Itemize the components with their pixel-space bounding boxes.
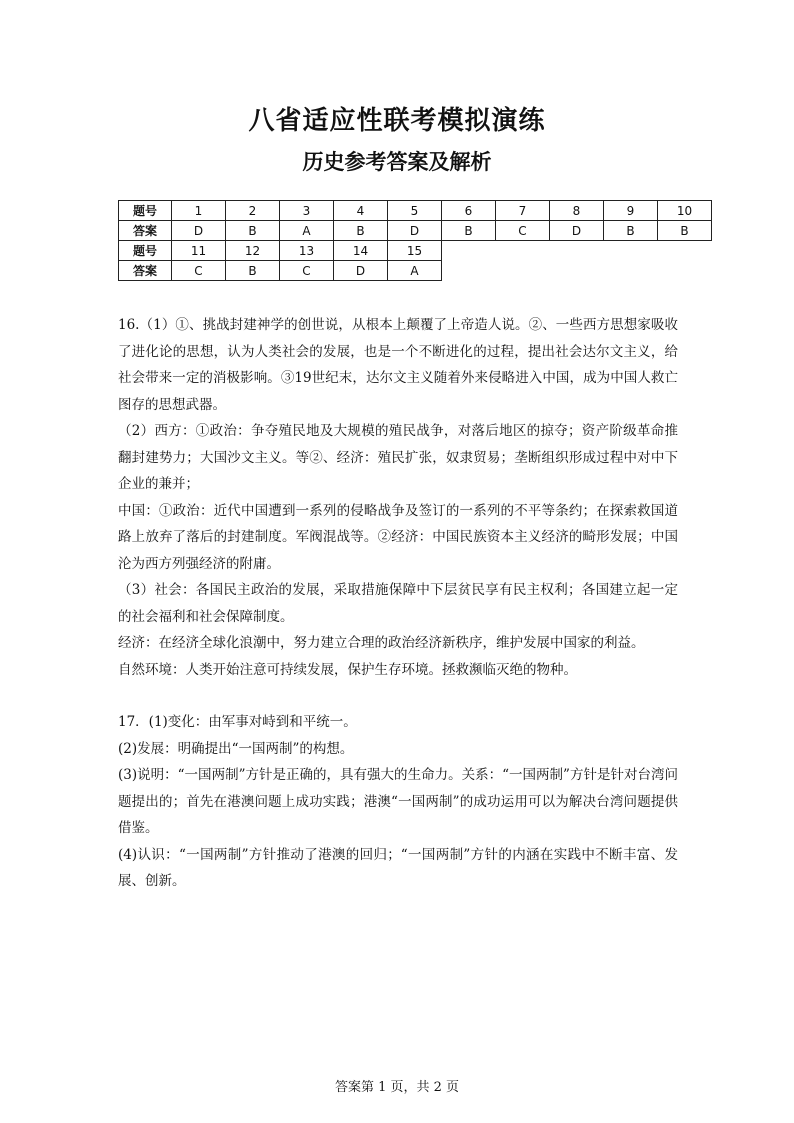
table-cell: 2 <box>226 201 280 221</box>
question-17-answer <box>118 709 678 895</box>
paragraph: (4)认识：“一国两制”方针推动了港澳的回归；“一国两制”方针的内涵在实践中不断丰富、发展、创新。 <box>118 846 678 889</box>
table-cell: D <box>388 221 442 241</box>
paragraph: （3）社会：各国民主政治的发展，采取措施保障中下层贫民享有民主权利；各国建立起一定的社会福利和社会保障制度。 <box>118 582 678 625</box>
row-label: 题号 <box>119 201 172 221</box>
table-cell: 9 <box>604 201 658 221</box>
table-cell: C <box>280 261 334 281</box>
table-cell: 8 <box>550 201 604 221</box>
page-subtitle: 历史参考答案及解析 <box>302 149 492 174</box>
table-cell: B <box>226 261 280 281</box>
table-cell: 7 <box>496 201 550 221</box>
table-cell: 14 <box>334 241 388 261</box>
empty-cell <box>442 261 712 281</box>
question-16-answer <box>118 312 678 683</box>
table-cell: 15 <box>388 241 442 261</box>
row-label: 答案 <box>119 221 172 241</box>
row-label: 答案 <box>119 261 172 281</box>
page-title: 八省适应性联考模拟演练 <box>248 106 546 136</box>
table-cell: A <box>280 221 334 241</box>
table-cell: 1 <box>172 201 226 221</box>
paragraph: (3)说明：“一国两制”方针是正确的，具有强大的生命力。关系：“一国两制”方针是针对台湾问题提出的；首先在港澳问题上成功实践；港澳“一国两制”的成功运用可以为解决台湾问题提供借鉴。 <box>118 767 678 836</box>
paragraph: (2)发展：明确提出“一国两制”的构想。 <box>118 740 354 757</box>
paragraph: 中国：①政治：近代中国遭到一系列的侵略战争及签订的一系列的不平等条约；在探索救国道路上放弃了落后的封建制度。军阀混战等。②经济：中国民族资本主义经济的畸形发展；中国沦为西方列强经济的附庸。 <box>118 502 678 572</box>
table-cell: 12 <box>226 241 280 261</box>
table-cell: B <box>604 221 658 241</box>
table-row-question-numbers <box>119 241 712 261</box>
table-cell: B <box>226 221 280 241</box>
table-cell: B <box>442 221 496 241</box>
table-cell: C <box>172 261 226 281</box>
paragraph: 16.（1）①、挑战封建神学的创世说，从根本上颠覆了上帝造人说。②、一些西方思想家吸收了进化论的思想，认为人类社会的发展，也是一个不断进化的过程，提出社会达尔文主义，给社会带来一定的消极影响。③19世纪末，达尔文主义随着外来侵略进入中国，成为中国人救亡图存的思想武器。 <box>118 317 678 413</box>
paragraph: 17．(1)变化：由军事对峙到和平统一。 <box>118 714 357 730</box>
table-row-answers <box>119 261 712 281</box>
table-row-question-numbers <box>119 201 712 221</box>
answer-table <box>118 200 712 281</box>
table-cell: A <box>388 261 442 281</box>
answer-body <box>118 312 678 895</box>
table-cell: B <box>334 221 388 241</box>
table-cell: D <box>172 221 226 241</box>
table-cell: 6 <box>442 201 496 221</box>
table-cell: D <box>334 261 388 281</box>
paragraph: 经济：在经济全球化浪潮中，努力建立合理的政治经济新秩序，维护发展中国家的利益。 <box>118 635 645 651</box>
row-label: 题号 <box>119 241 172 261</box>
paragraph: （2）西方：①政治：争夺殖民地及大规模的殖民战争，对落后地区的掠夺；资产阶级革命推翻封建势力；大国沙文主义。等②、经济：殖民扩张，奴隶贸易；垄断组织形成过程中对中下企业的兼并； <box>118 423 678 492</box>
table-cell: 4 <box>334 201 388 221</box>
table-cell: C <box>496 221 550 241</box>
empty-cell <box>442 241 712 261</box>
table-cell: 10 <box>658 201 712 221</box>
table-cell: 5 <box>388 201 442 221</box>
table-cell: D <box>550 221 604 241</box>
table-cell: B <box>658 221 712 241</box>
table-cell: 11 <box>172 241 226 261</box>
paragraph: 自然环境：人类开始注意可持续发展，保护生存环境。拯救濒临灭绝的物种。 <box>118 661 577 678</box>
table-row-answers <box>119 221 712 241</box>
table-cell: 3 <box>280 201 334 221</box>
table-cell: 13 <box>280 241 334 261</box>
page-footer: 答案第 1 页，共 2 页 <box>334 1080 460 1095</box>
